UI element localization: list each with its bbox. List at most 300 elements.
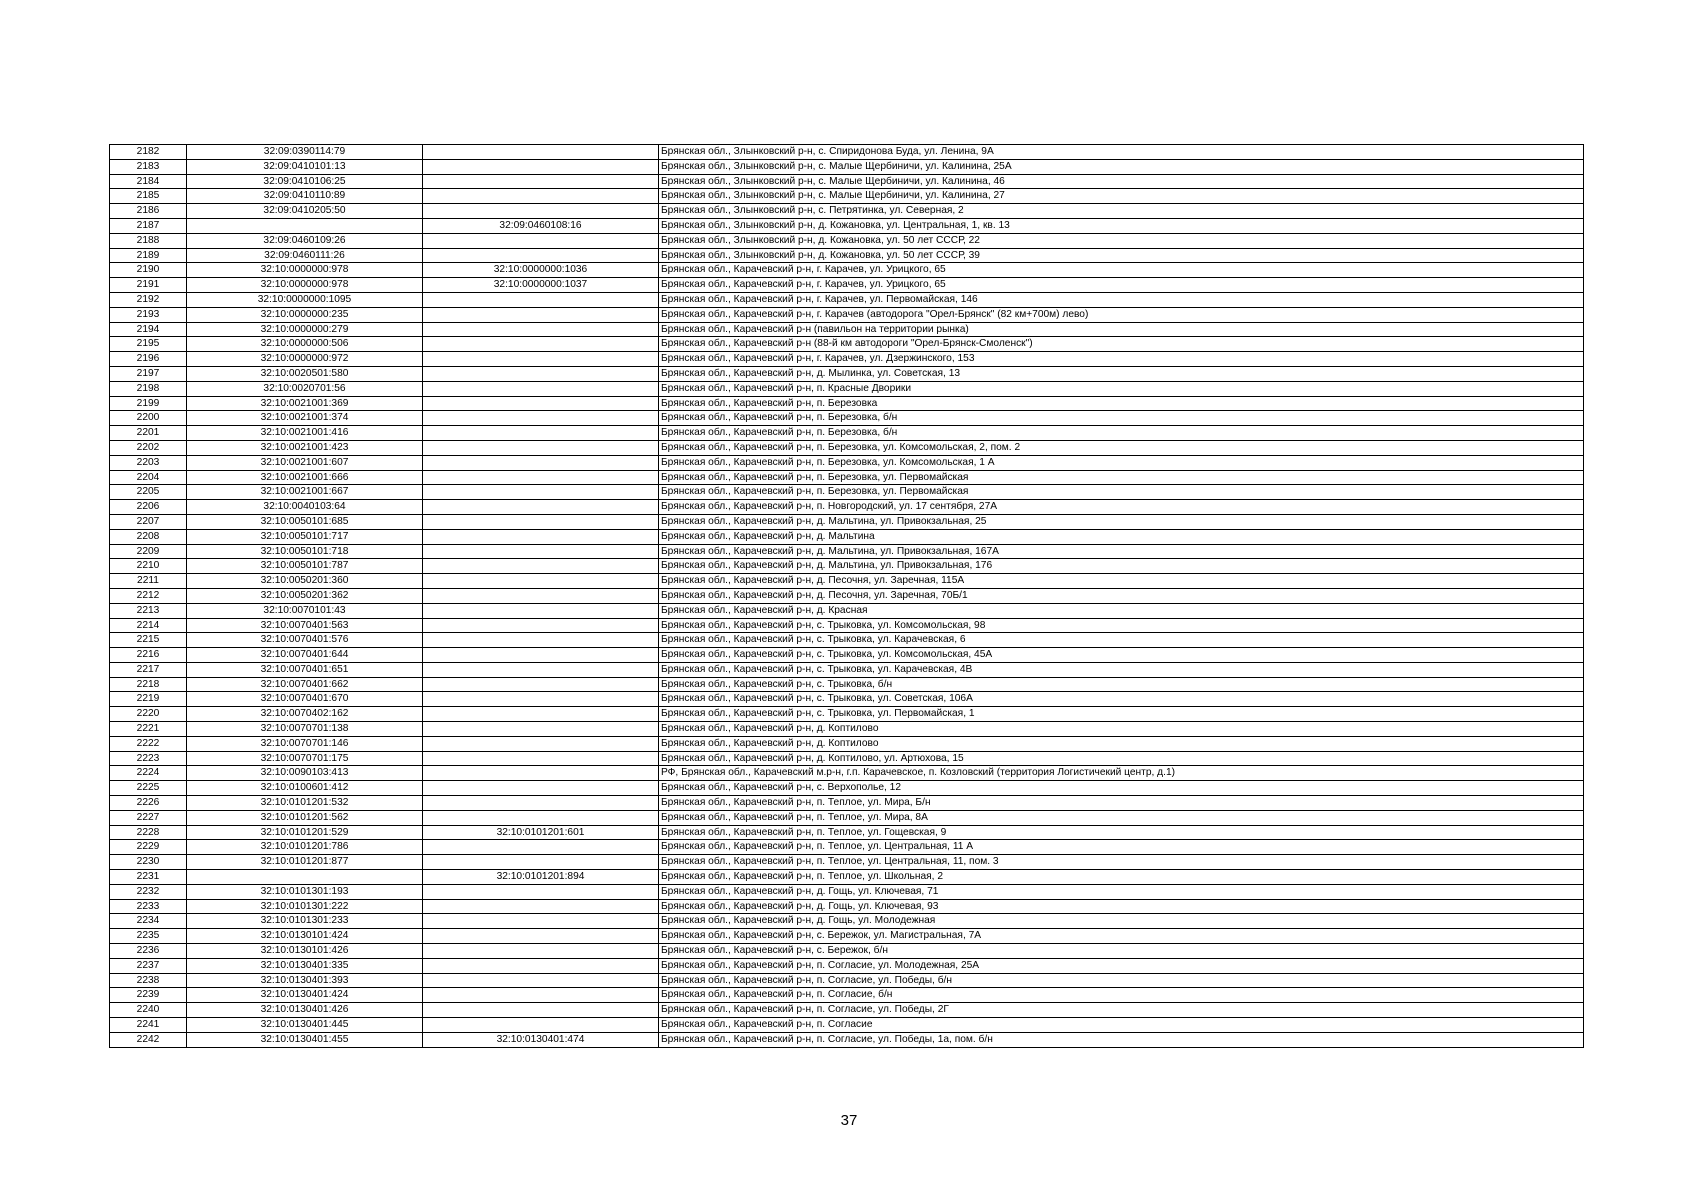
related-cadastral-number-cell — [423, 603, 659, 618]
related-cadastral-number-cell — [423, 396, 659, 411]
cadastral-number-cell: 32:09:0460109:26 — [187, 233, 423, 248]
address-cell: Брянская обл., Карачевский р-н, п. Березовка — [659, 396, 1584, 411]
table-row — [110, 204, 1584, 219]
address-cell: Брянская обл., Карачевский р-н, д. Красная — [659, 603, 1584, 618]
row-number-cell: 2227 — [110, 810, 187, 825]
row-number-cell: 2220 — [110, 707, 187, 722]
related-cadastral-number-cell — [423, 929, 659, 944]
related-cadastral-number-cell — [423, 426, 659, 441]
related-cadastral-number-cell — [423, 677, 659, 692]
address-cell: Брянская обл., Карачевский р-н, г. Карачев, ул. Первомайская, 146 — [659, 292, 1584, 307]
table-row — [110, 426, 1584, 441]
cadastral-number-cell: 32:10:0100601:412 — [187, 781, 423, 796]
cadastral-number-cell: 32:10:0070701:138 — [187, 722, 423, 737]
row-number-cell: 2216 — [110, 648, 187, 663]
cadastral-number-cell: 32:10:0101301:193 — [187, 884, 423, 899]
row-number-cell: 2190 — [110, 263, 187, 278]
table-row — [110, 248, 1584, 263]
address-cell: Брянская обл., Карачевский р-н, п. Березовка, ул. Комсомольская, 1 А — [659, 455, 1584, 470]
page-number: 37 — [840, 1112, 858, 1129]
property-table-body — [110, 145, 1584, 1048]
table-row — [110, 381, 1584, 396]
address-cell: Брянская обл., Злынковский р-н, д. Кожановка, ул. 50 лет СССР, 39 — [659, 248, 1584, 263]
address-cell: Брянская обл., Карачевский р-н, с. Трыковка, ул. Карачевская, 6 — [659, 633, 1584, 648]
cadastral-number-cell: 32:10:0070401:670 — [187, 692, 423, 707]
cadastral-number-cell: 32:10:0070401:651 — [187, 662, 423, 677]
related-cadastral-number-cell — [423, 1018, 659, 1033]
table-row — [110, 1032, 1584, 1047]
cadastral-number-cell — [187, 870, 423, 885]
table-row — [110, 366, 1584, 381]
cadastral-number-cell: 32:10:0130401:445 — [187, 1018, 423, 1033]
row-number-cell: 2236 — [110, 944, 187, 959]
related-cadastral-number-cell — [423, 233, 659, 248]
address-cell: Брянская обл., Карачевский р-н, п. Согласие, ул. Победы, 2Г — [659, 1003, 1584, 1018]
related-cadastral-number-cell — [423, 352, 659, 367]
related-cadastral-number-cell — [423, 988, 659, 1003]
table-row — [110, 233, 1584, 248]
row-number-cell: 2214 — [110, 618, 187, 633]
row-number-cell: 2235 — [110, 929, 187, 944]
cadastral-number-cell: 32:10:0101201:786 — [187, 840, 423, 855]
address-cell: Брянская обл., Карачевский р-н, г. Карачев, ул. Урицкого, 65 — [659, 278, 1584, 293]
table-row — [110, 574, 1584, 589]
table-row — [110, 884, 1584, 899]
row-number-cell: 2206 — [110, 500, 187, 515]
related-cadastral-number-cell — [423, 574, 659, 589]
cadastral-number-cell: 32:10:0101201:877 — [187, 855, 423, 870]
related-cadastral-number-cell — [423, 514, 659, 529]
related-cadastral-number-cell — [423, 722, 659, 737]
cadastral-number-cell: 32:10:0070401:576 — [187, 633, 423, 648]
table-row — [110, 514, 1584, 529]
table-row — [110, 603, 1584, 618]
table-row — [110, 929, 1584, 944]
table-row — [110, 899, 1584, 914]
table-row — [110, 588, 1584, 603]
row-number-cell: 2208 — [110, 529, 187, 544]
row-number-cell: 2230 — [110, 855, 187, 870]
related-cadastral-number-cell — [423, 766, 659, 781]
row-number-cell: 2184 — [110, 174, 187, 189]
table-row — [110, 722, 1584, 737]
row-number-cell: 2232 — [110, 884, 187, 899]
table-row — [110, 529, 1584, 544]
table-row — [110, 159, 1584, 174]
address-cell: Брянская обл., Карачевский р-н, д. Мальтина, ул. Привокзальная, 176 — [659, 559, 1584, 574]
cadastral-number-cell: 32:10:0090103:413 — [187, 766, 423, 781]
row-number-cell: 2203 — [110, 455, 187, 470]
related-cadastral-number-cell — [423, 810, 659, 825]
related-cadastral-number-cell: 32:09:0460108:16 — [423, 218, 659, 233]
address-cell: Брянская обл., Карачевский р-н, п. Теплое, ул. Мира, Б/н — [659, 796, 1584, 811]
row-number-cell: 2238 — [110, 973, 187, 988]
cadastral-number-cell: 32:10:0130101:426 — [187, 944, 423, 959]
row-number-cell: 2234 — [110, 914, 187, 929]
address-cell: Брянская обл., Карачевский р-н, с. Верхополье, 12 — [659, 781, 1584, 796]
row-number-cell: 2195 — [110, 337, 187, 352]
cadastral-number-cell: 32:10:0101201:532 — [187, 796, 423, 811]
row-number-cell: 2207 — [110, 514, 187, 529]
address-cell: Брянская обл., Карачевский р-н, с. Трыковка, ул. Карачевская, 4В — [659, 662, 1584, 677]
cadastral-number-cell: 32:10:0070701:146 — [187, 736, 423, 751]
cadastral-number-cell: 32:10:0050101:717 — [187, 529, 423, 544]
related-cadastral-number-cell: 32:10:0000000:1037 — [423, 278, 659, 293]
cadastral-number-cell: 32:10:0101301:233 — [187, 914, 423, 929]
related-cadastral-number-cell: 32:10:0101201:894 — [423, 870, 659, 885]
cadastral-number-cell: 32:10:0070401:662 — [187, 677, 423, 692]
row-number-cell: 2240 — [110, 1003, 187, 1018]
related-cadastral-number-cell: 32:10:0101201:601 — [423, 825, 659, 840]
table-row — [110, 455, 1584, 470]
table-row — [110, 736, 1584, 751]
related-cadastral-number-cell — [423, 884, 659, 899]
row-number-cell: 2221 — [110, 722, 187, 737]
related-cadastral-number-cell — [423, 588, 659, 603]
address-cell: Брянская обл., Злынковский р-н, с. Малые Щербиничи, ул. Калинина, 46 — [659, 174, 1584, 189]
cadastral-number-cell: 32:10:0050201:360 — [187, 574, 423, 589]
table-row — [110, 470, 1584, 485]
cadastral-number-cell: 32:10:0000000:972 — [187, 352, 423, 367]
address-cell: Брянская обл., Карачевский р-н, п. Березовка, б/н — [659, 411, 1584, 426]
related-cadastral-number-cell — [423, 204, 659, 219]
address-cell: Брянская обл., Злынковский р-н, с. Малые Щербиничи, ул. Калинина, 27 — [659, 189, 1584, 204]
table-row — [110, 337, 1584, 352]
cadastral-number-cell: 32:10:0130401:335 — [187, 958, 423, 973]
related-cadastral-number-cell — [423, 381, 659, 396]
cadastral-number-cell: 32:10:0021001:369 — [187, 396, 423, 411]
address-cell: Брянская обл., Карачевский р-н, г. Карачев (автодорога "Орел-Брянск" (82 км+700м) лево) — [659, 307, 1584, 322]
row-number-cell: 2191 — [110, 278, 187, 293]
address-cell: Брянская обл., Карачевский р-н, п. Красные Дворики — [659, 381, 1584, 396]
row-number-cell: 2189 — [110, 248, 187, 263]
address-cell: Брянская обл., Злынковский р-н, с. Малые Щербиничи, ул. Калинина, 25А — [659, 159, 1584, 174]
cadastral-number-cell: 32:10:0130401:426 — [187, 1003, 423, 1018]
related-cadastral-number-cell — [423, 914, 659, 929]
address-cell: Брянская обл., Карачевский р-н, д. Гощь, ул. Ключевая, 93 — [659, 899, 1584, 914]
related-cadastral-number-cell — [423, 366, 659, 381]
table-row — [110, 263, 1584, 278]
table-row — [110, 810, 1584, 825]
row-number-cell: 2188 — [110, 233, 187, 248]
address-cell: Брянская обл., Карачевский р-н, п. Теплое, ул. Гощевская, 9 — [659, 825, 1584, 840]
address-cell: Брянская обл., Карачевский р-н, с. Трыковка, ул. Советская, 106А — [659, 692, 1584, 707]
address-cell: Брянская обл., Карачевский р-н, п. Теплое, ул. Мира, 8А — [659, 810, 1584, 825]
table-row — [110, 278, 1584, 293]
address-cell: Брянская обл., Злынковский р-н, с. Спиридонова Буда, ул. Ленина, 9А — [659, 145, 1584, 160]
cadastral-number-cell: 32:10:0021001:374 — [187, 411, 423, 426]
cadastral-number-cell: 32:10:0020501:580 — [187, 366, 423, 381]
address-cell: Брянская обл., Карачевский р-н, д. Песочня, ул. Заречная, 115А — [659, 574, 1584, 589]
cadastral-number-cell: 32:10:0101201:529 — [187, 825, 423, 840]
related-cadastral-number-cell — [423, 662, 659, 677]
table-row — [110, 218, 1584, 233]
table-row — [110, 707, 1584, 722]
address-cell: Брянская обл., Карачевский р-н, п. Согласие, б/н — [659, 988, 1584, 1003]
row-number-cell: 2212 — [110, 588, 187, 603]
table-row — [110, 914, 1584, 929]
related-cadastral-number-cell — [423, 840, 659, 855]
cadastral-number-cell: 32:10:0130101:424 — [187, 929, 423, 944]
table-row — [110, 677, 1584, 692]
related-cadastral-number-cell — [423, 559, 659, 574]
related-cadastral-number-cell — [423, 529, 659, 544]
cadastral-number-cell: 32:10:0050201:362 — [187, 588, 423, 603]
row-number-cell: 2187 — [110, 218, 187, 233]
address-cell: Брянская обл., Карачевский р-н, п. Теплое, ул. Школьная, 2 — [659, 870, 1584, 885]
related-cadastral-number-cell — [423, 411, 659, 426]
cadastral-number-cell: 32:10:0070402:162 — [187, 707, 423, 722]
cadastral-number-cell: 32:10:0050101:718 — [187, 544, 423, 559]
row-number-cell: 2210 — [110, 559, 187, 574]
cadastral-number-cell: 32:09:0410106:25 — [187, 174, 423, 189]
cadastral-number-cell: 32:10:0130401:424 — [187, 988, 423, 1003]
table-row — [110, 1018, 1584, 1033]
row-number-cell: 2196 — [110, 352, 187, 367]
related-cadastral-number-cell — [423, 248, 659, 263]
cadastral-number-cell: 32:10:0040103:64 — [187, 500, 423, 515]
row-number-cell: 2205 — [110, 485, 187, 500]
row-number-cell: 2204 — [110, 470, 187, 485]
row-number-cell: 2197 — [110, 366, 187, 381]
related-cadastral-number-cell — [423, 455, 659, 470]
cadastral-number-cell: 32:10:0000000:279 — [187, 322, 423, 337]
row-number-cell: 2211 — [110, 574, 187, 589]
row-number-cell: 2209 — [110, 544, 187, 559]
cadastral-number-cell: 32:09:0410110:89 — [187, 189, 423, 204]
table-row — [110, 633, 1584, 648]
table-row — [110, 485, 1584, 500]
related-cadastral-number-cell — [423, 736, 659, 751]
row-number-cell: 2185 — [110, 189, 187, 204]
address-cell: Брянская обл., Карачевский р-н, д. Коптилово, ул. Артюхова, 15 — [659, 751, 1584, 766]
address-cell: Брянская обл., Карачевский р-н, с. Трыковка, ул. Комсомольская, 98 — [659, 618, 1584, 633]
address-cell: Брянская обл., Карачевский р-н, п. Согласие, ул. Победы, б/н — [659, 973, 1584, 988]
table-row — [110, 618, 1584, 633]
address-cell: Брянская обл., Карачевский р-н, п. Согласие, ул. Молодежная, 25А — [659, 958, 1584, 973]
table-row — [110, 840, 1584, 855]
row-number-cell: 2229 — [110, 840, 187, 855]
related-cadastral-number-cell — [423, 958, 659, 973]
row-number-cell: 2193 — [110, 307, 187, 322]
address-cell: Брянская обл., Карачевский р-н, д. Мылинка, ул. Советская, 13 — [659, 366, 1584, 381]
table-row — [110, 648, 1584, 663]
cadastral-number-cell: 32:10:0070401:563 — [187, 618, 423, 633]
row-number-cell: 2242 — [110, 1032, 187, 1047]
related-cadastral-number-cell — [423, 648, 659, 663]
table-row — [110, 751, 1584, 766]
cadastral-number-cell: 32:10:0021001:416 — [187, 426, 423, 441]
row-number-cell: 2183 — [110, 159, 187, 174]
related-cadastral-number-cell — [423, 145, 659, 160]
table-row — [110, 292, 1584, 307]
address-cell: Брянская обл., Карачевский р-н, п. Согласие — [659, 1018, 1584, 1033]
table-row — [110, 662, 1584, 677]
address-cell: РФ, Брянская обл., Карачевский м.р-н, г.п. Карачевское, п. Козловский (территория Логистичекий центр, д.1) — [659, 766, 1584, 781]
table-row — [110, 396, 1584, 411]
related-cadastral-number-cell — [423, 618, 659, 633]
cadastral-number-cell: 32:10:0070101:43 — [187, 603, 423, 618]
table-row — [110, 352, 1584, 367]
address-cell: Брянская обл., Карачевский р-н, п. Березовка, ул. Комсомольская, 2, пом. 2 — [659, 440, 1584, 455]
cadastral-number-cell: 32:10:0000000:978 — [187, 263, 423, 278]
table-row — [110, 692, 1584, 707]
row-number-cell: 2237 — [110, 958, 187, 973]
address-cell: Брянская обл., Карачевский р-н, п. Новгородский, ул. 17 сентября, 27А — [659, 500, 1584, 515]
row-number-cell: 2223 — [110, 751, 187, 766]
cadastral-number-cell: 32:09:0410205:50 — [187, 204, 423, 219]
table-row — [110, 189, 1584, 204]
row-number-cell: 2182 — [110, 145, 187, 160]
related-cadastral-number-cell — [423, 944, 659, 959]
table-row — [110, 944, 1584, 959]
related-cadastral-number-cell — [423, 796, 659, 811]
table-row — [110, 988, 1584, 1003]
cadastral-number-cell: 32:09:0390114:79 — [187, 145, 423, 160]
cadastral-number-cell: 32:10:0101301:222 — [187, 899, 423, 914]
related-cadastral-number-cell — [423, 440, 659, 455]
address-cell: Брянская обл., Карачевский р-н, с. Трыковка, ул. Комсомольская, 45А — [659, 648, 1584, 663]
table-row — [110, 766, 1584, 781]
cadastral-number-cell — [187, 218, 423, 233]
address-cell: Брянская обл., Карачевский р-н, п. Березовка, б/н — [659, 426, 1584, 441]
address-cell: Брянская обл., Карачевский р-н (88-й км автодороги "Орел-Брянск-Смоленск") — [659, 337, 1584, 352]
row-number-cell: 2192 — [110, 292, 187, 307]
related-cadastral-number-cell — [423, 781, 659, 796]
table-row — [110, 855, 1584, 870]
address-cell: Брянская обл., Карачевский р-н, д. Мальтина — [659, 529, 1584, 544]
table-row — [110, 559, 1584, 574]
cadastral-number-cell: 32:10:0130401:393 — [187, 973, 423, 988]
address-cell: Брянская обл., Карачевский р-н, п. Теплое, ул. Центральная, 11, пом. 3 — [659, 855, 1584, 870]
address-cell: Брянская обл., Карачевский р-н, п. Теплое, ул. Центральная, 11 А — [659, 840, 1584, 855]
row-number-cell: 2225 — [110, 781, 187, 796]
cadastral-number-cell: 32:10:0101201:562 — [187, 810, 423, 825]
related-cadastral-number-cell — [423, 544, 659, 559]
cadastral-number-cell: 32:10:0050101:787 — [187, 559, 423, 574]
row-number-cell: 2201 — [110, 426, 187, 441]
related-cadastral-number-cell — [423, 174, 659, 189]
row-number-cell: 2200 — [110, 411, 187, 426]
cadastral-number-cell: 32:10:0000000:1095 — [187, 292, 423, 307]
related-cadastral-number-cell — [423, 485, 659, 500]
cadastral-number-cell: 32:10:0021001:666 — [187, 470, 423, 485]
related-cadastral-number-cell — [423, 159, 659, 174]
table-row — [110, 796, 1584, 811]
address-cell: Брянская обл., Карачевский р-н, г. Карачев, ул. Дзержинского, 153 — [659, 352, 1584, 367]
address-cell: Брянская обл., Карачевский р-н, д. Гощь, ул. Ключевая, 71 — [659, 884, 1584, 899]
related-cadastral-number-cell — [423, 1003, 659, 1018]
address-cell: Брянская обл., Карачевский р-н (павильон на территории рынка) — [659, 322, 1584, 337]
related-cadastral-number-cell — [423, 973, 659, 988]
cadastral-number-cell: 32:10:0070701:175 — [187, 751, 423, 766]
related-cadastral-number-cell — [423, 633, 659, 648]
address-cell: Брянская обл., Карачевский р-н, с. Трыковка, ул. Первомайская, 1 — [659, 707, 1584, 722]
row-number-cell: 2194 — [110, 322, 187, 337]
row-number-cell: 2233 — [110, 899, 187, 914]
cadastral-number-cell: 32:09:0460111:26 — [187, 248, 423, 263]
related-cadastral-number-cell — [423, 337, 659, 352]
related-cadastral-number-cell — [423, 855, 659, 870]
row-number-cell: 2241 — [110, 1018, 187, 1033]
address-cell: Брянская обл., Карачевский р-н, д. Мальтина, ул. Привокзальная, 25 — [659, 514, 1584, 529]
row-number-cell: 2217 — [110, 662, 187, 677]
row-number-cell: 2226 — [110, 796, 187, 811]
related-cadastral-number-cell — [423, 707, 659, 722]
address-cell: Брянская обл., Карачевский р-н, с. Трыковка, б/н — [659, 677, 1584, 692]
address-cell: Брянская обл., Карачевский р-н, г. Карачев, ул. Урицкого, 65 — [659, 263, 1584, 278]
row-number-cell: 2239 — [110, 988, 187, 1003]
related-cadastral-number-cell: 32:10:0000000:1036 — [423, 263, 659, 278]
related-cadastral-number-cell: 32:10:0130401:474 — [423, 1032, 659, 1047]
related-cadastral-number-cell — [423, 470, 659, 485]
table-row — [110, 958, 1584, 973]
address-cell: Брянская обл., Карачевский р-н, д. Коптилово — [659, 736, 1584, 751]
table-row — [110, 322, 1584, 337]
related-cadastral-number-cell — [423, 322, 659, 337]
address-cell: Брянская обл., Карачевский р-н, д. Песочня, ул. Заречная, 70Б/1 — [659, 588, 1584, 603]
row-number-cell: 2202 — [110, 440, 187, 455]
row-number-cell: 2222 — [110, 736, 187, 751]
cadastral-number-cell: 32:10:0021001:423 — [187, 440, 423, 455]
row-number-cell: 2228 — [110, 825, 187, 840]
related-cadastral-number-cell — [423, 500, 659, 515]
address-cell: Брянская обл., Злынковский р-н, д. Кожановка, ул. Центральная, 1, кв. 13 — [659, 218, 1584, 233]
table-row — [110, 307, 1584, 322]
address-cell: Брянская обл., Карачевский р-н, п. Березовка, ул. Первомайская — [659, 470, 1584, 485]
address-cell: Брянская обл., Злынковский р-н, д. Кожановка, ул. 50 лет СССР, 22 — [659, 233, 1584, 248]
cadastral-number-cell: 32:10:0000000:235 — [187, 307, 423, 322]
cadastral-number-cell: 32:10:0021001:667 — [187, 485, 423, 500]
cadastral-number-cell: 32:10:0000000:506 — [187, 337, 423, 352]
address-cell: Брянская обл., Карачевский р-н, с. Бережок, ул. Магистральная, 7А — [659, 929, 1584, 944]
table-row — [110, 973, 1584, 988]
address-cell: Брянская обл., Карачевский р-н, д. Гощь, ул. Молодежная — [659, 914, 1584, 929]
property-table — [109, 144, 1584, 1048]
address-cell: Брянская обл., Злынковский р-н, с. Петрятинка, ул. Северная, 2 — [659, 204, 1584, 219]
related-cadastral-number-cell — [423, 899, 659, 914]
address-cell: Брянская обл., Карачевский р-н, с. Бережок, б/н — [659, 944, 1584, 959]
table-row — [110, 825, 1584, 840]
table-row — [110, 411, 1584, 426]
table-row — [110, 781, 1584, 796]
table-row — [110, 870, 1584, 885]
related-cadastral-number-cell — [423, 189, 659, 204]
related-cadastral-number-cell — [423, 751, 659, 766]
table-row — [110, 544, 1584, 559]
row-number-cell: 2186 — [110, 204, 187, 219]
table-row — [110, 440, 1584, 455]
row-number-cell: 2198 — [110, 381, 187, 396]
cadastral-number-cell: 32:10:0000000:978 — [187, 278, 423, 293]
row-number-cell: 2219 — [110, 692, 187, 707]
cadastral-number-cell: 32:10:0021001:607 — [187, 455, 423, 470]
address-cell: Брянская обл., Карачевский р-н, д. Мальтина, ул. Привокзальная, 167А — [659, 544, 1584, 559]
address-cell: Брянская обл., Карачевский р-н, п. Березовка, ул. Первомайская — [659, 485, 1584, 500]
address-cell: Брянская обл., Карачевский р-н, п. Согласие, ул. Победы, 1а, пом. б/н — [659, 1032, 1584, 1047]
row-number-cell: 2213 — [110, 603, 187, 618]
cadastral-number-cell: 32:10:0050101:685 — [187, 514, 423, 529]
cadastral-number-cell: 32:10:0130401:455 — [187, 1032, 423, 1047]
row-number-cell: 2215 — [110, 633, 187, 648]
table-row — [110, 1003, 1584, 1018]
row-number-cell: 2218 — [110, 677, 187, 692]
cadastral-number-cell: 32:10:0070401:644 — [187, 648, 423, 663]
address-cell: Брянская обл., Карачевский р-н, д. Коптилово — [659, 722, 1584, 737]
table-row — [110, 174, 1584, 189]
row-number-cell: 2224 — [110, 766, 187, 781]
cadastral-number-cell: 32:09:0410101:13 — [187, 159, 423, 174]
